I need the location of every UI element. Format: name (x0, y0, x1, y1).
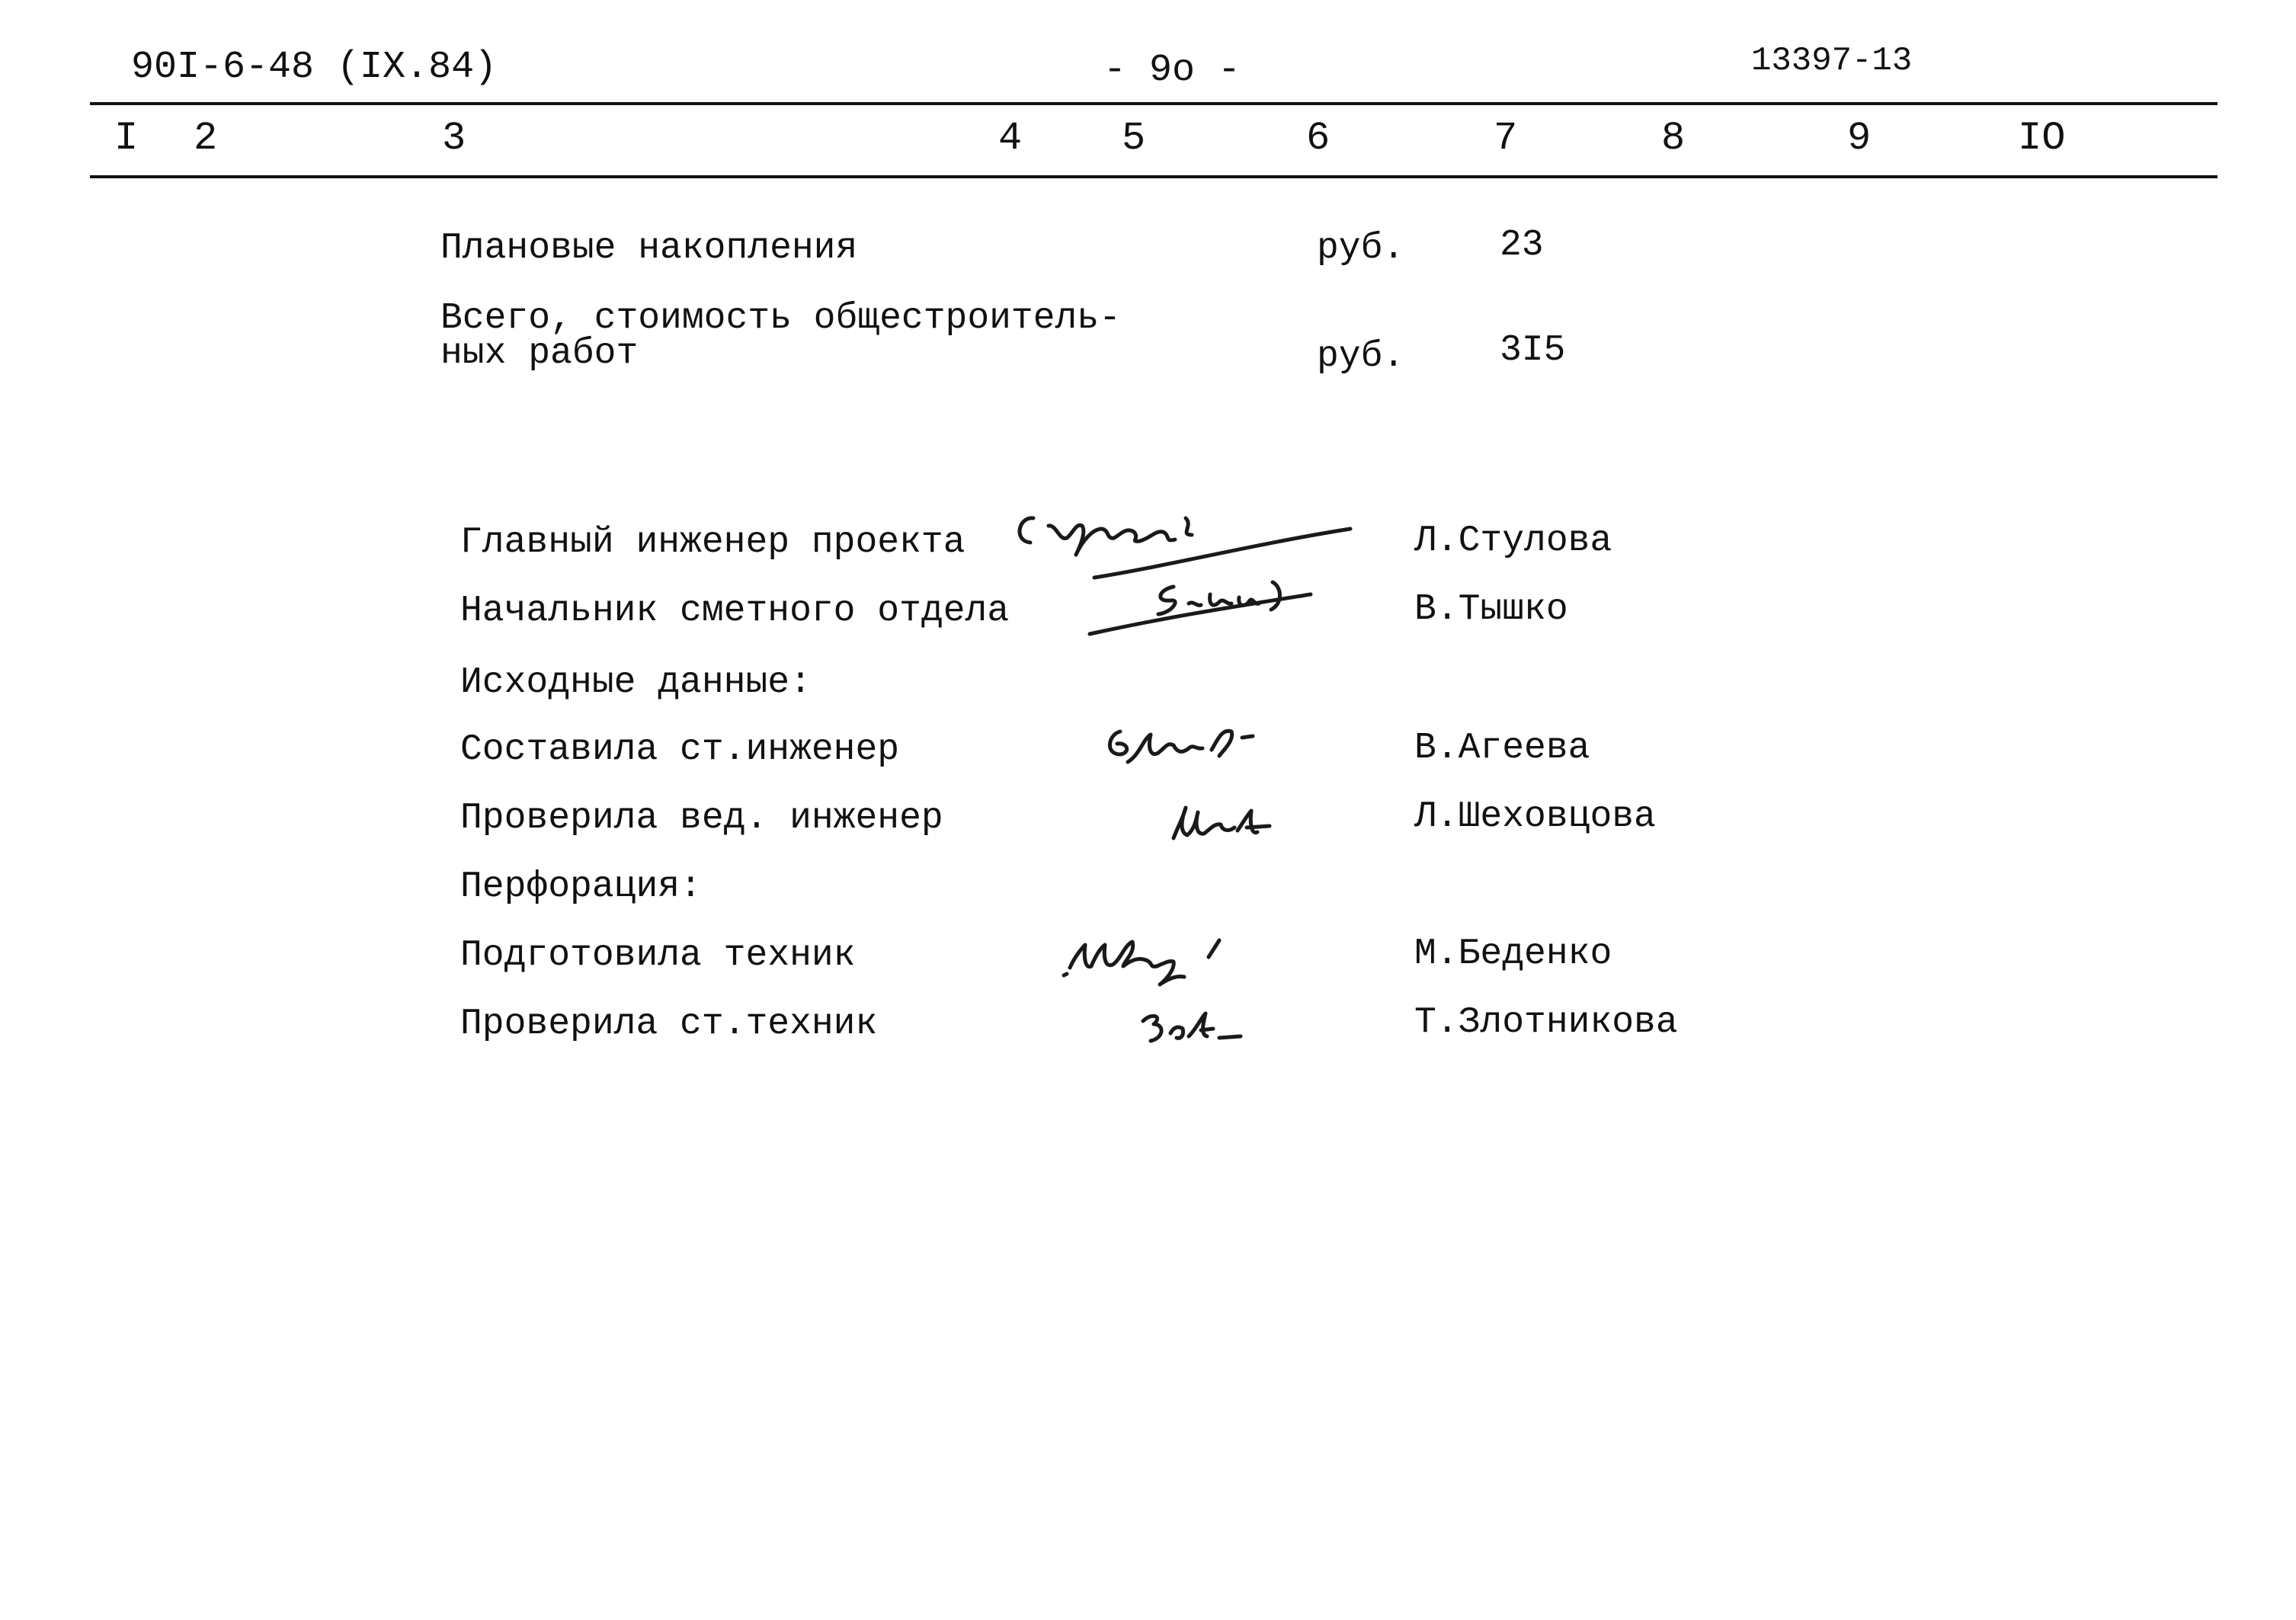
signature-checked-by-technician (1128, 991, 1265, 1059)
row-total-name-line2: ных работ (440, 333, 639, 374)
signature-checked-by-engineer (1158, 785, 1311, 853)
signature-compiled-by (1097, 709, 1311, 785)
chief-engineer-role: Главный инженер проекта (460, 522, 965, 563)
row-total-unit: руб. (1317, 336, 1405, 377)
column-number-7: 7 (1494, 116, 1518, 161)
column-number-6: 6 (1306, 116, 1331, 161)
compiled-by-role: Составила ст.инженер (460, 729, 900, 770)
row-planned-savings-name: Плановые накопления (440, 228, 858, 269)
header-top-rule (90, 102, 2218, 105)
column-number-9: 9 (1847, 116, 1872, 161)
page-number: - 9o - (1103, 49, 1241, 92)
document-code: 90I-6-48 (IX.84) (131, 46, 498, 89)
estimates-head-name: В.Тышко (1414, 589, 1568, 630)
checked-by-engineer-role: Проверила вед. инженер (460, 798, 943, 839)
column-number-3: 3 (442, 116, 466, 161)
column-number-8: 8 (1661, 116, 1686, 161)
compiled-by-name: В.Агеева (1414, 728, 1590, 769)
estimates-head-role: Начальник сметного отдела (460, 591, 1010, 632)
prepared-by-role: Подготовила техник (460, 935, 856, 976)
prepared-by-name: М.Беденко (1414, 933, 1612, 975)
inventory-number: 13397-13 (1751, 42, 1913, 80)
signature-estimates-head (1082, 564, 1356, 640)
row-total-value: 3I5 (1500, 330, 1566, 371)
perforation-heading: Перфорация: (460, 866, 702, 908)
row-planned-savings-value: 23 (1500, 225, 1544, 266)
column-number-2: 2 (194, 116, 218, 161)
column-number-1: I (114, 116, 139, 161)
row-planned-savings-unit: руб. (1317, 228, 1405, 269)
checked-by-technician-role: Проверила ст.техник (460, 1004, 878, 1045)
column-number-5: 5 (1122, 116, 1146, 161)
checked-by-technician-name: Т.Злотникова (1414, 1002, 1678, 1043)
column-number-10: IO (2018, 116, 2066, 161)
header-bottom-rule (90, 175, 2218, 178)
chief-engineer-name: Л.Стулова (1414, 520, 1612, 562)
source-data-heading: Исходные данные: (460, 662, 812, 703)
checked-by-engineer-name: Л.Шеховцова (1414, 796, 1656, 837)
row-total-name-line1: Всего, стоимость общестроитель- (440, 298, 1121, 339)
column-number-4: 4 (998, 116, 1023, 161)
